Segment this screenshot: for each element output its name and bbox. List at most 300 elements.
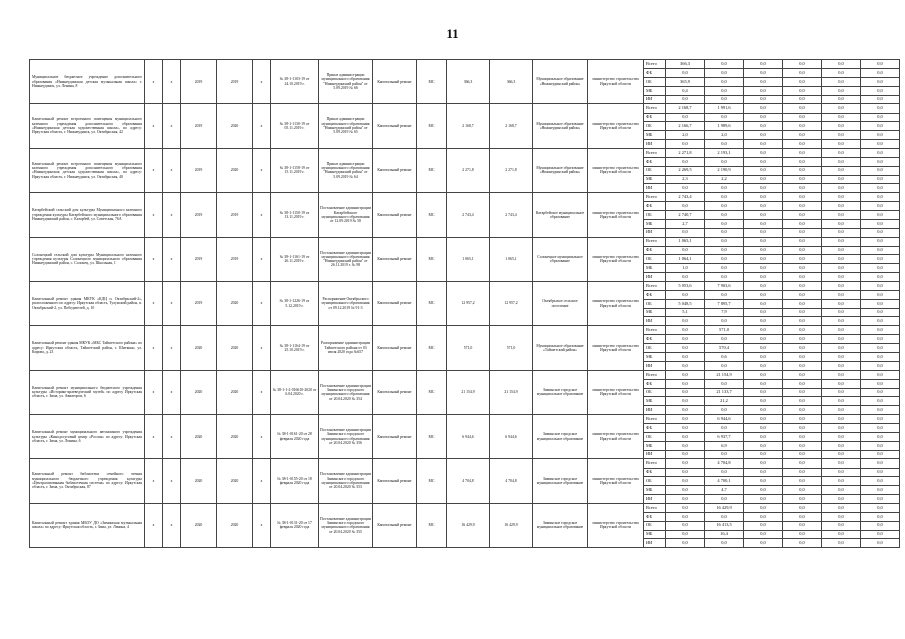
object-name-cell: Капитальный ремонт здания МКУК «МБС Тайшетского района» по адресу: Иркутская область, Тайшетский район, г. Шиткино, ул. Кирова, д. 23	[30, 326, 145, 370]
finance-value-cell: 0,0	[783, 512, 822, 521]
estimated-cost-cell: 2 271,8	[447, 148, 490, 192]
finance-value-cell: 0,0	[861, 139, 900, 148]
finance-value-cell: 0,0	[744, 246, 783, 255]
finance-value-cell: 0,0	[822, 512, 861, 521]
ministry-cell: министерство строительства Иркутской области	[588, 237, 644, 281]
work-type-cell: Капитальный ремонт	[373, 60, 417, 104]
finance-value-cell: 0,0	[822, 503, 861, 512]
finance-value-cell: 0,4	[666, 86, 705, 95]
finance-value-cell: 0,0	[666, 530, 705, 539]
finance-value-cell: 0,0	[744, 424, 783, 433]
marker-cell: х	[253, 503, 271, 547]
page-number: 11	[446, 26, 459, 41]
finance-value-cell: 0,0	[783, 335, 822, 344]
approval-document-cell: Постановление администрации Зиминского городского муниципального образования от 20.04.2020 № 354	[319, 370, 373, 414]
finance-value-cell: 0,0	[861, 255, 900, 264]
work-type-cell: Капитальный ремонт	[373, 503, 417, 547]
finance-source-label: ОБ	[644, 77, 666, 86]
source-cell: МС	[417, 326, 447, 370]
approval-document-cell: Постановление администрации Зиминского городского муниципального образования от 20.04.2020 № 356	[319, 415, 373, 459]
source-cell: МС	[417, 415, 447, 459]
finance-value-cell: 0,0	[783, 291, 822, 300]
finance-value-cell: 0,0	[822, 486, 861, 495]
finance-value-cell: 0,0	[666, 69, 705, 78]
finance-value-cell: 0,0	[861, 450, 900, 459]
start-year-cell: 2019	[181, 281, 217, 325]
estimated-cost-cell: 21 154,9	[447, 370, 490, 414]
finance-value-cell: 0,0	[666, 503, 705, 512]
finance-value-cell: 0,0	[744, 228, 783, 237]
total-cost-cell: 12 957,2	[490, 281, 533, 325]
finance-value-cell: 0,0	[861, 379, 900, 388]
finance-value-cell: 0,0	[861, 370, 900, 379]
finance-value-cell: 6,9	[705, 441, 744, 450]
finance-source-label: ИИ	[644, 139, 666, 148]
marker-cell: х	[163, 193, 181, 237]
finance-source-label: МБ	[644, 530, 666, 539]
finance-source-label: Всего	[644, 415, 666, 424]
customer-cell: Зиминское городское муниципальное образование	[533, 415, 588, 459]
source-cell: МС	[417, 237, 447, 281]
finance-value-cell: 0,0	[666, 246, 705, 255]
finance-value-cell: 0,0	[822, 104, 861, 113]
work-type-cell: Капитальный ремонт	[373, 193, 417, 237]
finance-value-cell: 0,0	[705, 77, 744, 86]
marker-cell: х	[163, 237, 181, 281]
finance-source-label: ФБ	[644, 202, 666, 211]
expertise-cell: № 38-1-1150-19 от 13.11.2019 г.	[271, 193, 319, 237]
finance-value-cell: 0,0	[705, 157, 744, 166]
finance-value-cell: 0,0	[861, 202, 900, 211]
finance-value-cell: 0,0	[744, 104, 783, 113]
finance-value-cell: 2 743,4	[666, 193, 705, 202]
finance-value-cell: 2 168,7	[666, 104, 705, 113]
finance-value-cell: 0,0	[705, 60, 744, 69]
finance-value-cell: 0,0	[861, 246, 900, 255]
finance-source-label: ОБ	[644, 344, 666, 353]
finance-value-cell: 0,0	[822, 95, 861, 104]
finance-value-cell: 0,0	[822, 379, 861, 388]
start-year-cell: 2019	[181, 104, 217, 148]
finance-value-cell: 0,0	[744, 406, 783, 415]
finance-source-label: Всего	[644, 104, 666, 113]
finance-value-cell: 0,0	[861, 512, 900, 521]
finance-source-label: ФБ	[644, 379, 666, 388]
finance-value-cell: 2 166,7	[666, 122, 705, 131]
finance-value-cell: 2 269,5	[666, 166, 705, 175]
finance-value-cell: 0,0	[861, 228, 900, 237]
finance-value-cell: 0,0	[822, 317, 861, 326]
finance-source-label: ИИ	[644, 406, 666, 415]
finance-value-cell: 0,0	[783, 148, 822, 157]
finance-value-cell: 0,0	[744, 397, 783, 406]
finance-value-cell: 6 937,7	[705, 432, 744, 441]
work-type-cell: Капитальный ремонт	[373, 281, 417, 325]
finance-source-label: ФБ	[644, 512, 666, 521]
end-year-cell: 2019	[217, 237, 253, 281]
finance-value-cell: 0,0	[744, 521, 783, 530]
finance-value-cell: 0,0	[666, 202, 705, 211]
finance-value-cell: 0,0	[783, 468, 822, 477]
finance-value-cell: 0,0	[783, 113, 822, 122]
marker-cell: х	[163, 415, 181, 459]
finance-value-cell: 0,0	[666, 450, 705, 459]
approval-document-cell: Распоряжение Октябрьского муниципального образования от 09.12.2019 № 91-3	[319, 281, 373, 325]
finance-value-cell: 0,0	[744, 468, 783, 477]
finance-value-cell: 0,0	[783, 317, 822, 326]
source-cell: МС	[417, 60, 447, 104]
finance-value-cell: 0,0	[705, 361, 744, 370]
finance-value-cell: 0,0	[744, 157, 783, 166]
finance-value-cell: 0,0	[822, 237, 861, 246]
finance-source-label: ОБ	[644, 255, 666, 264]
table-row	[30, 370, 900, 379]
finance-value-cell: 7,9	[705, 308, 744, 317]
finance-value-cell: 1 065,1	[666, 237, 705, 246]
finance-value-cell: 5 053,6	[666, 281, 705, 290]
finance-value-cell: 0,0	[822, 335, 861, 344]
work-type-cell: Капитальный ремонт	[373, 415, 417, 459]
finance-value-cell: 0,0	[783, 326, 822, 335]
finance-value-cell: 0,0	[744, 503, 783, 512]
finance-value-cell: 16 413,5	[705, 521, 744, 530]
finance-value-cell: 0,0	[861, 308, 900, 317]
finance-value-cell: 0,0	[666, 406, 705, 415]
estimated-cost-cell: 16 429,9	[447, 503, 490, 547]
start-year-cell: 2019	[181, 148, 217, 192]
customer-cell: Катарбейское муниципальное образование	[533, 193, 588, 237]
finance-value-cell: 0,0	[744, 219, 783, 228]
start-year-cell: 2019	[181, 60, 217, 104]
finance-source-label: МБ	[644, 264, 666, 273]
finance-value-cell: 0,0	[822, 353, 861, 362]
finance-value-cell: 0,0	[666, 291, 705, 300]
finance-value-cell: 0,0	[666, 468, 705, 477]
finance-value-cell: 0,0	[783, 60, 822, 69]
finance-value-cell: 0,0	[666, 397, 705, 406]
finance-value-cell: 0,0	[783, 415, 822, 424]
finance-value-cell: 0,0	[861, 477, 900, 486]
finance-source-label: Всего	[644, 281, 666, 290]
finance-value-cell: 0,0	[744, 86, 783, 95]
estimated-cost-cell: 2 743,4	[447, 193, 490, 237]
finance-value-cell: 0,0	[744, 539, 783, 548]
end-year-cell: 2020	[217, 326, 253, 370]
expertise-cell: № 38-1-1158-19 от 15.11.2019 г.	[271, 148, 319, 192]
marker-cell: х	[145, 459, 163, 503]
finance-value-cell: 0,0	[705, 468, 744, 477]
expertise-cell: № 38-1-1161-19 от 26.11.2019 г.	[271, 237, 319, 281]
finance-value-cell: 0,0	[744, 113, 783, 122]
finance-value-cell: 0,0	[822, 211, 861, 220]
finance-value-cell: 0,0	[861, 353, 900, 362]
source-cell: МС	[417, 104, 447, 148]
finance-value-cell: 0,0	[861, 281, 900, 290]
expertise-cell: № 38-1-1-2-016610-2020 от 6.04.2020 г.	[271, 370, 319, 414]
end-year-cell: 2020	[217, 281, 253, 325]
finance-value-cell: 0,0	[822, 175, 861, 184]
end-year-cell: 2020	[217, 459, 253, 503]
finance-value-cell: 0,0	[861, 344, 900, 353]
marker-cell: х	[163, 503, 181, 547]
table-row	[30, 193, 900, 202]
approval-document-cell: Постановление администрации Катарбейского муниципального образования от 12.09.2019 № 58	[319, 193, 373, 237]
finance-source-label: Всего	[644, 193, 666, 202]
finance-value-cell: 0,0	[783, 406, 822, 415]
start-year-cell: 2019	[181, 237, 217, 281]
finance-value-cell: 21,2	[705, 397, 744, 406]
finance-value-cell: 0,0	[822, 459, 861, 468]
marker-cell: х	[163, 281, 181, 325]
object-name-cell: Капитальный ремонт муниципального автономного учреждения культуры «Кинодосуговый центр «Россия» по адресу: Иркутская область, г. Зима, ул. Ленина, 6	[30, 415, 145, 459]
ministry-cell: министерство строительства Иркутской области	[588, 148, 644, 192]
estimated-cost-cell: 571,0	[447, 326, 490, 370]
table-row	[30, 459, 900, 468]
finance-value-cell: 5 048,5	[666, 299, 705, 308]
finance-value-cell: 0,0	[861, 157, 900, 166]
finance-source-label: МБ	[644, 308, 666, 317]
finance-value-cell: 0,6	[705, 353, 744, 362]
finance-value-cell: 1,0	[666, 264, 705, 273]
finance-value-cell: 0,0	[783, 441, 822, 450]
finance-value-cell: 0,0	[705, 193, 744, 202]
finance-value-cell: 0,0	[744, 122, 783, 131]
finance-value-cell: 0,0	[783, 388, 822, 397]
end-year-cell: 2020	[217, 104, 253, 148]
finance-value-cell: 0,0	[783, 424, 822, 433]
finance-value-cell: 0,0	[783, 521, 822, 530]
finance-value-cell: 0,0	[783, 95, 822, 104]
finance-value-cell: 0,0	[666, 326, 705, 335]
finance-value-cell: 0,0	[822, 166, 861, 175]
finance-value-cell: 0,0	[783, 193, 822, 202]
marker-cell: х	[145, 503, 163, 547]
finance-value-cell: 0,0	[783, 86, 822, 95]
finance-source-label: МБ	[644, 175, 666, 184]
marker-cell: х	[253, 281, 271, 325]
finance-value-cell: 0,0	[744, 281, 783, 290]
finance-value-cell: 0,0	[783, 370, 822, 379]
finance-value-cell: 4 700,1	[705, 477, 744, 486]
finance-value-cell: 0,0	[744, 148, 783, 157]
work-type-cell: Капитальный ремонт	[373, 459, 417, 503]
start-year-cell: 2020	[181, 415, 217, 459]
object-name-cell: Капитальный ремонт здания МБОУ ДО «Зиминская музыкальная школа» по адресу: Иркутская область, г. Зима, ул. Ленина, 4	[30, 503, 145, 547]
finance-value-cell: 0,0	[705, 255, 744, 264]
finance-value-cell: 0,0	[822, 255, 861, 264]
finance-value-cell: 0,0	[861, 432, 900, 441]
finance-source-label: ФБ	[644, 69, 666, 78]
finance-source-label: ИИ	[644, 317, 666, 326]
finance-value-cell: 0,0	[744, 273, 783, 282]
finance-source-label: ИИ	[644, 184, 666, 193]
finance-value-cell: 0,0	[666, 441, 705, 450]
end-year-cell: 2020	[217, 148, 253, 192]
finance-source-label: МБ	[644, 486, 666, 495]
end-year-cell: 2020	[217, 415, 253, 459]
start-year-cell: 2020	[181, 459, 217, 503]
finance-value-cell: 0,0	[822, 441, 861, 450]
source-cell: МС	[417, 459, 447, 503]
finance-value-cell: 0,0	[861, 148, 900, 157]
start-year-cell: 2020	[181, 370, 217, 414]
object-name-cell: Капитальный ремонт библиотеки семейного чтения муниципального бюджетного учреждения культуры «Централизованная библиотечная система» по адресу: Иркутская область, г. Зима, ул. Октябрьская, 87	[30, 459, 145, 503]
finance-value-cell: 0,0	[861, 441, 900, 450]
finance-value-cell: 0,0	[666, 512, 705, 521]
expertise-cell: № 38-1-1226-19 от 5.12.2019 г.	[271, 281, 319, 325]
customer-cell: Муниципальное образование «Нижнеудинский район»	[533, 148, 588, 192]
finance-value-cell: 0,0	[822, 69, 861, 78]
finance-source-label: ОБ	[644, 166, 666, 175]
finance-value-cell: 0,0	[822, 344, 861, 353]
finance-source-label: МБ	[644, 441, 666, 450]
marker-cell: х	[145, 60, 163, 104]
finance-value-cell: 0,0	[783, 104, 822, 113]
finance-value-cell: 0,0	[666, 353, 705, 362]
finance-value-cell: 0,0	[783, 450, 822, 459]
ministry-cell: министерство строительства Иркутской области	[588, 503, 644, 547]
finance-value-cell: 21 154,9	[705, 370, 744, 379]
finance-value-cell: 0,0	[744, 255, 783, 264]
marker-cell: х	[145, 326, 163, 370]
finance-value-cell: 0,0	[783, 157, 822, 166]
finance-source-label: МБ	[644, 131, 666, 140]
start-year-cell: 2020	[181, 503, 217, 547]
total-cost-cell: 1 065,1	[490, 237, 533, 281]
finance-value-cell: 0,0	[861, 299, 900, 308]
total-cost-cell: 2 168,7	[490, 104, 533, 148]
finance-value-cell: 0,0	[822, 228, 861, 237]
finance-value-cell: 0,0	[822, 415, 861, 424]
finance-value-cell: 6 944,6	[705, 415, 744, 424]
ministry-cell: министерство строительства Иркутской области	[588, 459, 644, 503]
end-year-cell: 2020	[217, 503, 253, 547]
finance-source-label: Всего	[644, 237, 666, 246]
expertise-cell: № 38-1-1164-19 от 25.10.2019 г.	[271, 326, 319, 370]
finance-value-cell: 0,0	[822, 521, 861, 530]
approval-document-cell: Приказ администрации муниципального образования "Нижнеудинский район" от 5.09.2019 № 64	[319, 148, 373, 192]
finance-value-cell: 0,0	[861, 77, 900, 86]
finance-value-cell: 0,0	[666, 521, 705, 530]
ministry-cell: министерство строительства Иркутской области	[588, 326, 644, 370]
finance-value-cell: 0,0	[744, 69, 783, 78]
finance-value-cell: 0,0	[783, 139, 822, 148]
ministry-cell: министерство строительства Иркутской области	[588, 104, 644, 148]
finance-value-cell: 0,0	[705, 86, 744, 95]
object-name-cell: Капитальный ремонт муниципального бюджетного учреждения культуры «Историко-краеведческий музей» по адресу Иркутская область, г. Зима, ул. Авиаторов, 6	[30, 370, 145, 414]
finance-value-cell: 0,0	[744, 379, 783, 388]
finance-value-cell: 0,0	[783, 353, 822, 362]
finance-value-cell: 0,0	[822, 113, 861, 122]
finance-value-cell: 0,0	[822, 397, 861, 406]
finance-value-cell: 0,0	[822, 157, 861, 166]
finance-value-cell: 0,0	[783, 486, 822, 495]
finance-value-cell: 0,0	[744, 202, 783, 211]
work-type-cell: Капитальный ремонт	[373, 104, 417, 148]
finance-source-label: ФБ	[644, 113, 666, 122]
finance-value-cell: 0,0	[744, 211, 783, 220]
finance-value-cell: 0,0	[861, 264, 900, 273]
finance-value-cell: 0,0	[666, 415, 705, 424]
finance-value-cell: 0,0	[705, 512, 744, 521]
finance-value-cell: 0,0	[705, 424, 744, 433]
finance-value-cell: 0,0	[822, 184, 861, 193]
total-cost-cell: 16 429,9	[490, 503, 533, 547]
finance-value-cell: 0,0	[705, 539, 744, 548]
finance-value-cell: 2 190,9	[705, 166, 744, 175]
finance-source-label: ФБ	[644, 424, 666, 433]
approval-document-cell: Постановление администрации муниципального образования "Нижнеудинский район" от 26.11.2019 г. № 98	[319, 237, 373, 281]
work-type-cell: Капитальный ремонт	[373, 148, 417, 192]
finance-value-cell: 4,7	[705, 486, 744, 495]
finance-source-label: ИИ	[644, 539, 666, 548]
finance-value-cell: 0,0	[744, 175, 783, 184]
finance-value-cell: 0,0	[744, 308, 783, 317]
finance-value-cell: 7 895,7	[705, 299, 744, 308]
finance-value-cell: 0,0	[783, 219, 822, 228]
finance-value-cell: 0,0	[744, 530, 783, 539]
finance-value-cell: 2,3	[666, 175, 705, 184]
finance-value-cell: 0,0	[861, 166, 900, 175]
finance-value-cell: 0,0	[783, 175, 822, 184]
expertise-cell: № 38-1-0131-20 от 17 февраля 2020 года	[271, 503, 319, 547]
finance-value-cell: 0,0	[666, 273, 705, 282]
marker-cell: х	[253, 148, 271, 192]
approval-document-cell: Распоряжение администрации Тайшетского района от 03 июля 2020 года №657	[319, 326, 373, 370]
finance-value-cell: 0,0	[861, 406, 900, 415]
finance-value-cell: 0,0	[666, 494, 705, 503]
finance-value-cell: 0,0	[822, 361, 861, 370]
marker-cell: х	[253, 370, 271, 414]
customer-cell: Зиминское городское муниципальное образование	[533, 459, 588, 503]
object-name-cell: Муниципальное бюджетное учреждение дополнительного образования «Нижнеудинская детская музыкальная школа» г. Нижнеудинск, ул. Ленина, 8	[30, 60, 145, 104]
finance-source-label: Всего	[644, 60, 666, 69]
marker-cell: х	[145, 415, 163, 459]
finance-value-cell: 0,0	[822, 281, 861, 290]
finance-value-cell: 0,0	[861, 95, 900, 104]
finance-value-cell: 0,0	[705, 69, 744, 78]
finance-value-cell: 0,0	[666, 113, 705, 122]
finance-value-cell: 2,0	[705, 131, 744, 140]
finance-value-cell: 0,0	[666, 486, 705, 495]
finance-value-cell: 0,0	[744, 450, 783, 459]
finance-value-cell: 0,0	[822, 148, 861, 157]
finance-value-cell: 571,0	[705, 326, 744, 335]
finance-value-cell: 0,0	[783, 202, 822, 211]
finance-value-cell: 0,0	[744, 326, 783, 335]
marker-cell: х	[145, 148, 163, 192]
approval-document-cell: Приказ администрации муниципального образования "Нижнеудинский район" от 5.09.2019 № 65	[319, 104, 373, 148]
finance-value-cell: 0,0	[861, 459, 900, 468]
finance-value-cell: 0,0	[744, 361, 783, 370]
finance-value-cell: 0,0	[822, 477, 861, 486]
finance-value-cell: 0,0	[666, 388, 705, 397]
object-name-cell: Капитальный ремонт встроенного помещения муниципального казенного учреждения дополнительного образования «Нижнеудинская детская художественная школа», по адресу: Иркутская область, г. Нижнеудинск, ул. Октябрьская, 40	[30, 148, 145, 192]
finance-value-cell: 0,0	[822, 539, 861, 548]
table-row	[30, 415, 900, 424]
finance-value-cell: 570,4	[705, 344, 744, 353]
finance-value-cell: 0,0	[783, 184, 822, 193]
finance-value-cell: 0,0	[822, 291, 861, 300]
customer-cell: Октябрьское сельское поселение	[533, 281, 588, 325]
finance-source-label: Всего	[644, 326, 666, 335]
marker-cell: х	[163, 148, 181, 192]
finance-value-cell: 0,0	[861, 494, 900, 503]
ministry-cell: министерство строительства Иркутской области	[588, 415, 644, 459]
finance-value-cell: 0,0	[783, 308, 822, 317]
finance-value-cell: 0,0	[666, 432, 705, 441]
finance-source-label: ИИ	[644, 494, 666, 503]
